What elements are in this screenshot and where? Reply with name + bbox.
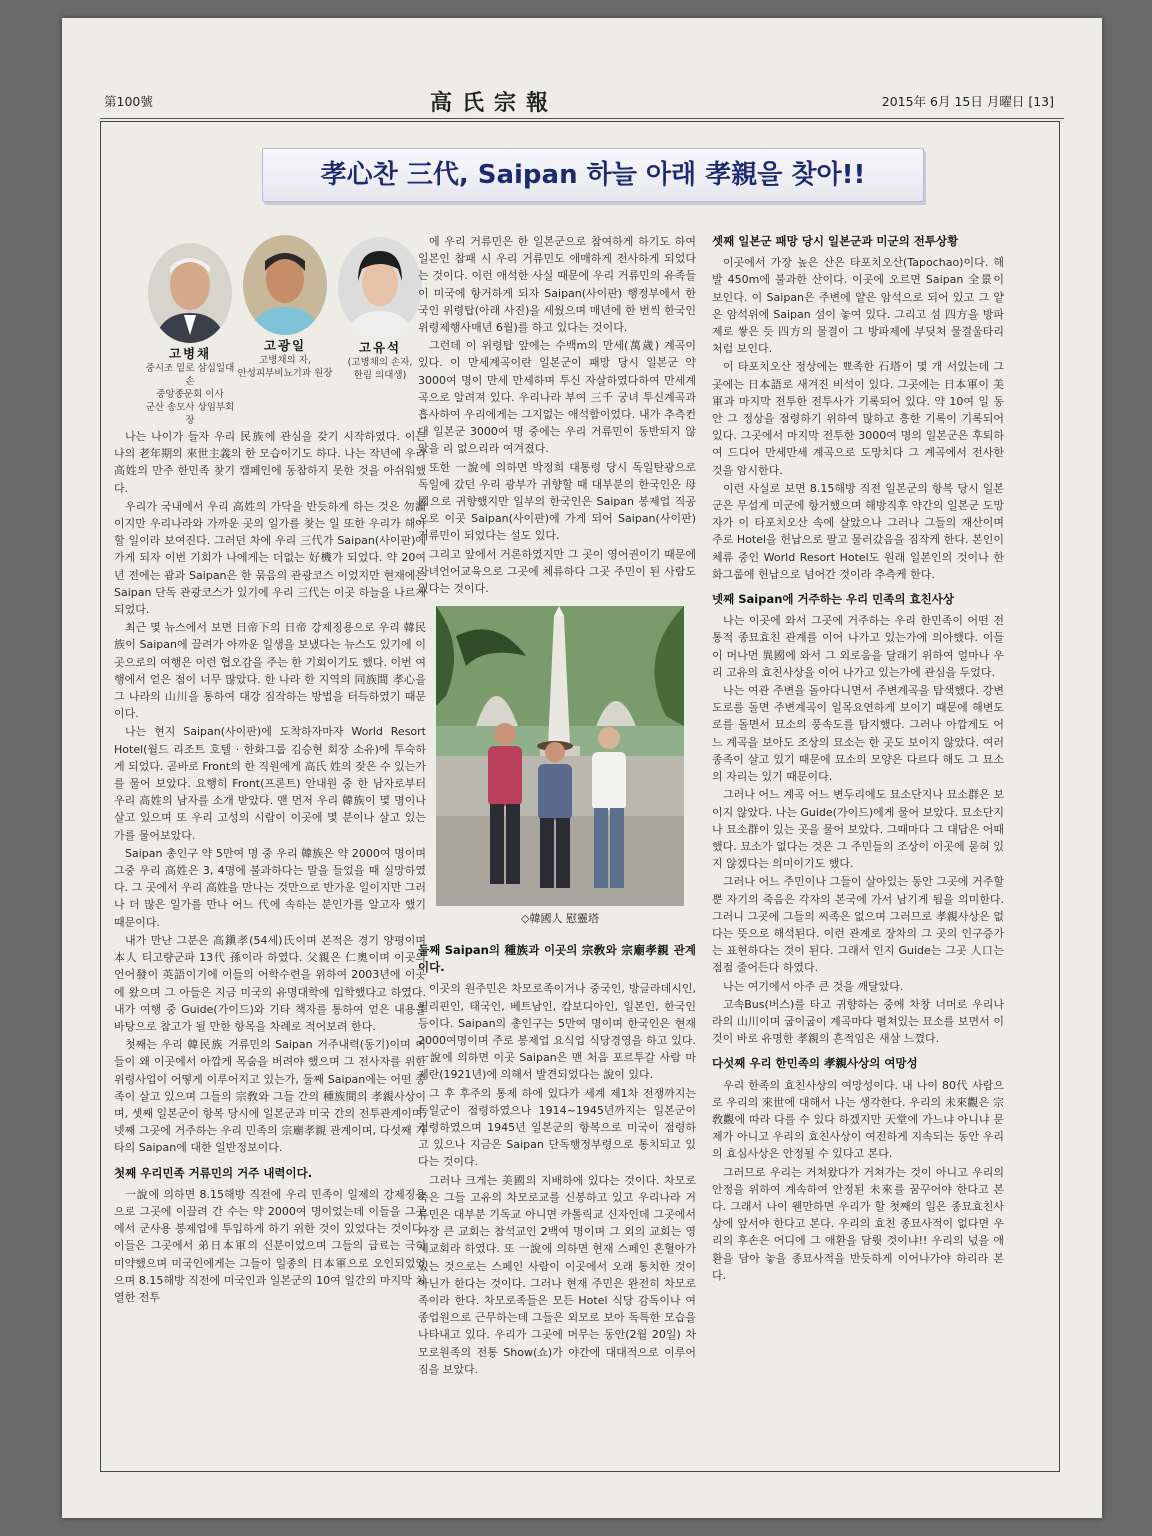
paragraph: 이곳에서 가장 높은 산은 타포치오산(Tapochao)이다. 해발 450m에 불과한 산이다. 이곳에 오르면 Saipan 全景이 보인다. 이 Saipan은 주변에 얕은 암석으로 되어 있고 그 얕은 암석위에 Saipan 섬이 놓여 있다. 그리고 섬 四方을 방파제로 쌓은 듯 四方의 물결이 그 방파제에 부딪쳐 물결울타리처럼 보인다.: [712, 256, 1004, 356]
person-name: 고유석: [358, 340, 402, 355]
portrait-person-3: [332, 237, 428, 382]
paragraph: 또한 一說에 의하면 박정희 대통령 당시 독일탄광으로 독일에 갔던 우리 광부가 귀향할 때 대부분의 한국인은 母國으로 귀향했지만 일부의 한국인은 Saipan 봉제업 직공으로 이곳 Saipan(사이판)에 가게 되어 Saipan(사이판) 거류민이 되었다는 설도 있다.: [418, 460, 696, 543]
article-column-2: [418, 233, 696, 598]
paragraph: 나는 이곳에 와서 그곳에 거주하는 우리 한민족이 어떤 전통적 종묘효친 관계를 이어 나가고 있는가에 의아했다. 이들이 머나먼 異國에 와서 그 외로움을 달래기 위하여 얼마나 우리 고유의 효친사상을 이어 나가고 있는가에 관심을 두었다.: [712, 614, 1004, 679]
section-heading: 첫째 우리민족 거류민의 거주 내력이다.: [114, 1165, 313, 1180]
paragraph: 우리가 국내에서 우리 高姓의 가닥을 반듯하게 하는 것은 勿論이지만 우리나라와 가까운 곳의 일가를 찾는 일 또한 우리가 해야 할 일이라 보여진다. 그러던 차에 우리 三代가 Saipan(사이판)에 가게 되자 이번 기회가 나에게는 더없는 好機가 되었다. 약 20여 년 전에는 괌과 Saipan은 한 묶음의 관광코스 이었지만 현재에는 Saipan 단독 관광코스가 있기에 우리 三代는 이곳 하늘을 나르게 되었다.: [114, 499, 426, 617]
paragraph: 나는 현지 Saipan(사이판)에 도착하자마자 World Resort Hotel(월드 리조트 호텔 · 한화그룹 김승현 회장 소유)에 투숙하게 되었다. 곧바로 Front의 한 직원에게 高氏 姓의 잦은 수 있는가를 물어 보았다. 요행히 Front(프론트) 안내원 중 한 남자로부터 우리 高姓의 남자를 소개 받았다. 맨 먼저 우리 韓族이 몇 명이나 살고 있으며 또 우리 고성의 시람이 이곳에 몇 분이나 살고 있는 가를 물어보았다.: [114, 725, 426, 842]
paragraph: Saipan 총인구 약 5만여 명 중 우리 韓族은 약 2000여 명이며 그중 우리 高姓은 3, 4명에 불과하다는 말을 들었을 때 실망하였다. 그 곳에서 우리 高姓을 만나는 것만으로 반가운 일이지만 그러나 더 많은 일가를 만나 어느 代에 속하는 분인가를 알고자 했기 때문이다.: [114, 846, 426, 929]
person-desc: 중앙종문회 이사: [156, 389, 224, 400]
person-desc: 군산 송모사 상임부회장: [145, 402, 235, 426]
paragraph: 첫째는 우리 韓民族 거류민의 Saipan 거주내력(동기)이며 이들이 왜 이곳에서 아깝게 목숨을 버려야 했으며 그 전사자를 위한 위령사업이 어떻게 이루어지고 있는가, 둘째 Saipan에는 어떤 종족이 살고 있으며 그들의 宗敎와 그들 간의 種族間의 孝親사상이며, 셋째 일본군이 항복 당시에 일본군과 미국 간의 전투관계이며, 넷째 그곳에 거주하는 우리 민족의 宗廟孝親 관계이며, 다섯째 기타의 Saipan에 대한 일반정보이다.: [114, 1038, 426, 1155]
article-column-1: [114, 428, 426, 1307]
portrait-photo-1: [148, 243, 232, 343]
person-desc: 고병채의 자,: [259, 355, 311, 366]
person-desc: (고병채의 손자,: [347, 357, 413, 368]
paragraph: 나는 여관 주변을 돌아다니면서 주변계곡을 탐색했다. 강변도로를 돌면 주변계곡이 일목요연하게 보이기 때문에 해변도로를 돌면서 묘소의 풍속도를 탐지했다. 그러나 아깝게도 어느 계곡을 보아도 조상의 묘소는 한 곳도 보이지 않았다. 여러 종족이 살고 있기 때문에 묘소의 모양은 다르다 해도 그 묘소의 자리는 있기 때문이다.: [712, 684, 1004, 784]
page-header: [100, 90, 1064, 116]
paragraph: 이 타포치오산 정상에는 뾰족한 石塔이 몇 개 서있는데 그곳에는 日本語로 새겨진 비석이 있다. 그곳에는 日本軍이 美軍과 마지막 전투한 전투사가 기록되어 있다. 약 10여 일 동안 그 정상을 점령하기 위하여 많하고 흥한 기록이 기록되어 있다. 그곳에서 마지막 전투한 3000여 명의 일본군은 후퇴하여 드디어 만세만세 계곡으로 도망치다 그 계곡에서 전사한 것을 암시한다.: [712, 360, 1004, 477]
paragraph: 나는 여기에서 아주 큰 것을 깨달았다.: [723, 979, 904, 993]
paragraph: 그런데 이 위령탑 앞에는 수백m의 만세(萬歲) 계곡이 있다. 이 만세계곡이란 일본군이 패망 당시 일본군 약 3000여 명이 만세 만세하며 투신 자살하였다하여 만세계곡으로 알려져 있다. 우리나라 부여 三千 궁녀 투신계곡과 흡사하여 우리에게는 그지없는 애석함이었다. 내가 추측컨대 일본군 3000여 명 중에는 우리 거류민이 동반되지 않았을 리 없으리라 여겨졌다.: [418, 339, 696, 456]
person-name: 고광일: [263, 338, 307, 353]
person-desc: 중시조 밑로 삼십일대손: [145, 363, 235, 387]
paragraph: 그러나 크게는 美國의 지배하에 있다는 것이다. 차모로족은 그들 고유의 차모로교를 신봉하고 있고 우리나라 거류민은 대부분 기독교 아니면 카톨릭교 신자인데 그곳에서 가장 큰 교회는 참석교인 2백여 명이며 그 외의 교회는 영세교회라 하였다. 또 一說에 의하면 현재 스페인 혼혈아가 있는 것으로는 스페인 사람이 이곳에서 오래 통치한 것이 아닌가 한다는 것이다. 그러나 현재 주민은 완전히 차모로족이라 한다. 차모로족들은 모든 Hotel 식당 감독이나 여종업원으로 근무하는데 그들은 외모로 보아 독특한 모습을 나타내고 있다. 우리가 그곳에 머무는 동안(2월 20일) 차모로원족의 전통 Show(쇼)가 야간에 대대적으로 이루어짐을 보았다.: [418, 1173, 696, 1376]
article-title: 孝心찬 三代, Saipan 하늘 아래 孝親을 찾아!!: [262, 148, 924, 202]
paragraph: 이곳의 원주민은 차모로족이거나 중국인, 방글라데시인, 필리핀인, 태국인, 베트남인, 캄보디아인, 일본인, 한국인 등이다. Saipan의 총인구는 5만여 명이며 한국인은 현재 2000여명이며 주로 봉제업 요식업 식당경영을 하고 있다. 一說에 의하면 이곳 Saipan은 맨 처음 포르투갈 사람 마제란(1921년)에 의해서 발견되었다는 說이 있다.: [418, 982, 696, 1082]
paragraph: 내가 만난 그분은 高鎭孝(54세)氏이며 본적은 경기 양평이며 本人 티고량군파 13代 孫이라 하였다. 父親은 仁奧이며 이곳의 언어發이 英語이기에 이들의 어학수련을 위하여 2003년에 이곳에 왔으며 그 아들은 지금 미국의 유명대학에 입학했다고 하였다. 내가 여행 중 Guide(가이드)와 기타 책자를 통하여 얻은 내용을 바탕으로 참고가 될 만한 항목을 차례로 적어보려 한다.: [114, 933, 426, 1033]
header-rule: [100, 118, 1064, 119]
paragraph: 고속Bus(버스)를 타고 귀향하는 중에 차창 너머로 우리나라의 山川이며 굽이굽이 계곡마다 펼쳐있는 묘소를 보면서 이것이 바로 유명한 孝親의 흔적임은 새삼 느꼈다.: [712, 997, 1004, 1046]
person-desc: 안성피부비뇨기과 원장: [237, 368, 333, 379]
person-desc: 한림 의대생): [353, 370, 407, 381]
paragraph: 一說에 의하면 8.15해방 직전에 우리 민족이 일제의 강제징용으로 그곳에 이끌려 간 수는 약 2000여 명이었는데 이들을 그곳에서 군사용 봉제업에 투입하게 하기 위한 것이 있었다는 것이다. 이들은 그곳에서 弟日本軍의 신분이었으며 그들의 급료는 극히 미약했으며 미국인에게는 그들이 일종의 日本軍으로 오인되었었으며 8.15해방 직전에 미국인과 일본군의 10여 일간의 마지막 치열한 전투: [114, 1187, 426, 1304]
issue-number: 第100號: [104, 94, 153, 109]
person-name: 고병채: [168, 346, 212, 361]
portrait-person-1: [142, 243, 238, 427]
paragraph: 그리고 앞에서 거론하였지만 그 곳이 영어권이기 때문에 자녀언어교육으로 그곳에 체류하다 그곳 주민이 된 사람도 있다는 것이다.: [418, 547, 696, 596]
paragraph: 그 후 후주의 통제 하에 있다가 세계 제1차 전쟁까지는 독일군이 점령하였으나 1914~1945년까지는 일본군이 점령하였으며 1945년 일본군의 항복으로 미국이 점령하고 있으나 지금은 Saipan 단독행정부령으로 통치되고 있다는 것이다.: [418, 1086, 696, 1169]
paragraph: 에 우리 거류민은 한 일본군으로 참여하게 하기도 하여 일본인 참패 시 우리 거류민도 애매하게 전사하게 되었다는 것이다. 이런 애석한 사실 때문에 우리 거류민의 유족들이 미국에 항거하게 되자 Saipan(사이판) 행정부에서 한국인 위령탑(아래 사진)을 세웠으며 매년에 한 번씩 한국인 위령제행사매년 6월)를 하고 있다는 것이다.: [418, 235, 696, 335]
section-heading: 넷째 Saipan에 거주하는 우리 민족의 효친사상: [712, 592, 954, 607]
portrait-person-2: [237, 235, 333, 380]
paragraph: 그러므로 우리는 거쳐왔다가 거쳐가는 것이 아니고 우리의 안정을 위하여 계속하여 안정된 未來를 꿈꾸어야 한다고 본다. 그래서 나이 웬만하면 우리가 할 첫째의 일은 종묘효친사상에 앞서야 한다고 본다. 우리의 효친 종묘사적이 없다면 우리의 후손은 어디에 그 애환을 담뤗 것이냐!! 우리의 넋을 애환을 담아 놓을 종묘사적을 반듯하게 이어나가야 하리라 본다.: [712, 1165, 1004, 1282]
article-column-2-lower: [418, 934, 696, 1379]
portrait-photo-2: [243, 235, 327, 335]
section-heading: 다섯째 우리 한민족의 孝親사상의 여망성: [712, 1056, 918, 1071]
portrait-photo-3: [338, 237, 422, 337]
newspaper-page: [62, 18, 1102, 1518]
section-heading: 둘째 Saipan의 種族과 이곳의 宗敎와 宗廟孝親 관계이다.: [418, 943, 696, 975]
portrait-group: [142, 243, 442, 433]
paragraph: 나는 나이가 들자 우리 民族에 관심을 갖기 시작하였다. 이는 나의 老年期의 來世主義의 한 모습이기도 하다. 나는 작년에 우리 高姓의 만주 한민족 찾기 캠페인에 동참하지 못한 것을 아쉬워했다.: [114, 430, 426, 495]
paragraph: 그러나 어느 계곡 어느 변두리에도 묘소단지나 묘소群은 보이지 않았다. 나는 Guide(가이드)에게 물어 보았다. 묘소단지나 묘소群이 있는 곳을 물어 보았다. 그때마다 그 대답은 어때했다. 묘소가 없다는 것은 그 주민들의 조상이 이곳에 묻혀 있지 않겠다는 의미이기도 했다.: [712, 788, 1005, 871]
paragraph: 최근 몇 뉴스에서 보면 日帝下의 日帝 강제징용으로 우리 韓民族이 Saipan에 끌려가 아까운 일생을 보냈다는 뉴스도 있기에 이곳으로의 여행은 이런 협오감을 주는 한 기회이기도 했다. 이번 여행에서 얻은 점이 너무 많았다. 한 나라 한 지역의 同族間 孝心을 그 나라의 山川을 통하여 대강 짐작하는 방법을 터득하였기 때문이다.: [114, 621, 426, 721]
section-heading: 셋째 일본군 패망 당시 일본군과 미군의 전투상황: [712, 234, 959, 248]
article-column-3: [712, 233, 1004, 1285]
masthead: 高氏宗報: [430, 90, 559, 116]
paragraph: 그러나 어느 주민이나 그들이 살아있는 동안 그곳에 거주할 뿐 자기의 죽음은 각자의 본국에 가서 남기게 됨을 의미한다. 그러니 그곳에 그들의 씨족은 없으며 그러므로 孝親사상은 없다는 뜻으로 해석된다. 이런 관계로 장차의 그 곳의 인구증가는 표현하다는 것이 된다. 그래서 인지 Guide는 그곳 人口는 점점 줄어든다 하였다.: [712, 875, 1004, 975]
paragraph: 이런 사실로 보면 8.15해방 직전 일본군의 항복 당시 일본군은 무섭게 미군에 항거했으며 해방직후 약간의 일본군 도망자가 이 타포치오산 속에 살았으나 그러나 그들의 재산이며 주로 Hotel을 헌납으로 팔고 물러갔음을 짐작케 한다. 본인이 체류 중인 World Resort Hotel도 원래 일본인의 것이나 한화그룹에 헌납으로 넘어간 것이라 추측케 한다.: [712, 481, 1004, 581]
issue-date: 2015年 6月 15日 月曜日 [13]: [881, 94, 1054, 109]
memorial-photo: [436, 606, 684, 906]
photo-caption: ◇韓國人 慰靈塔: [521, 912, 599, 925]
paragraph: 우리 한족의 효친사상의 여망성이다. 내 나이 80代 사람으로 우리의 來世에 대해서 나는 생각한다. 우리의 未來觀은 宗敎觀에 따라 다를 수 있다 하겠지만 天堂에 가느냐 아니냐 문제가 아니고 우리의 효친사상이 여전하게 지속되는 동안 우리의 효심사상은 안정될 수 있다고 본다.: [712, 1078, 1004, 1161]
